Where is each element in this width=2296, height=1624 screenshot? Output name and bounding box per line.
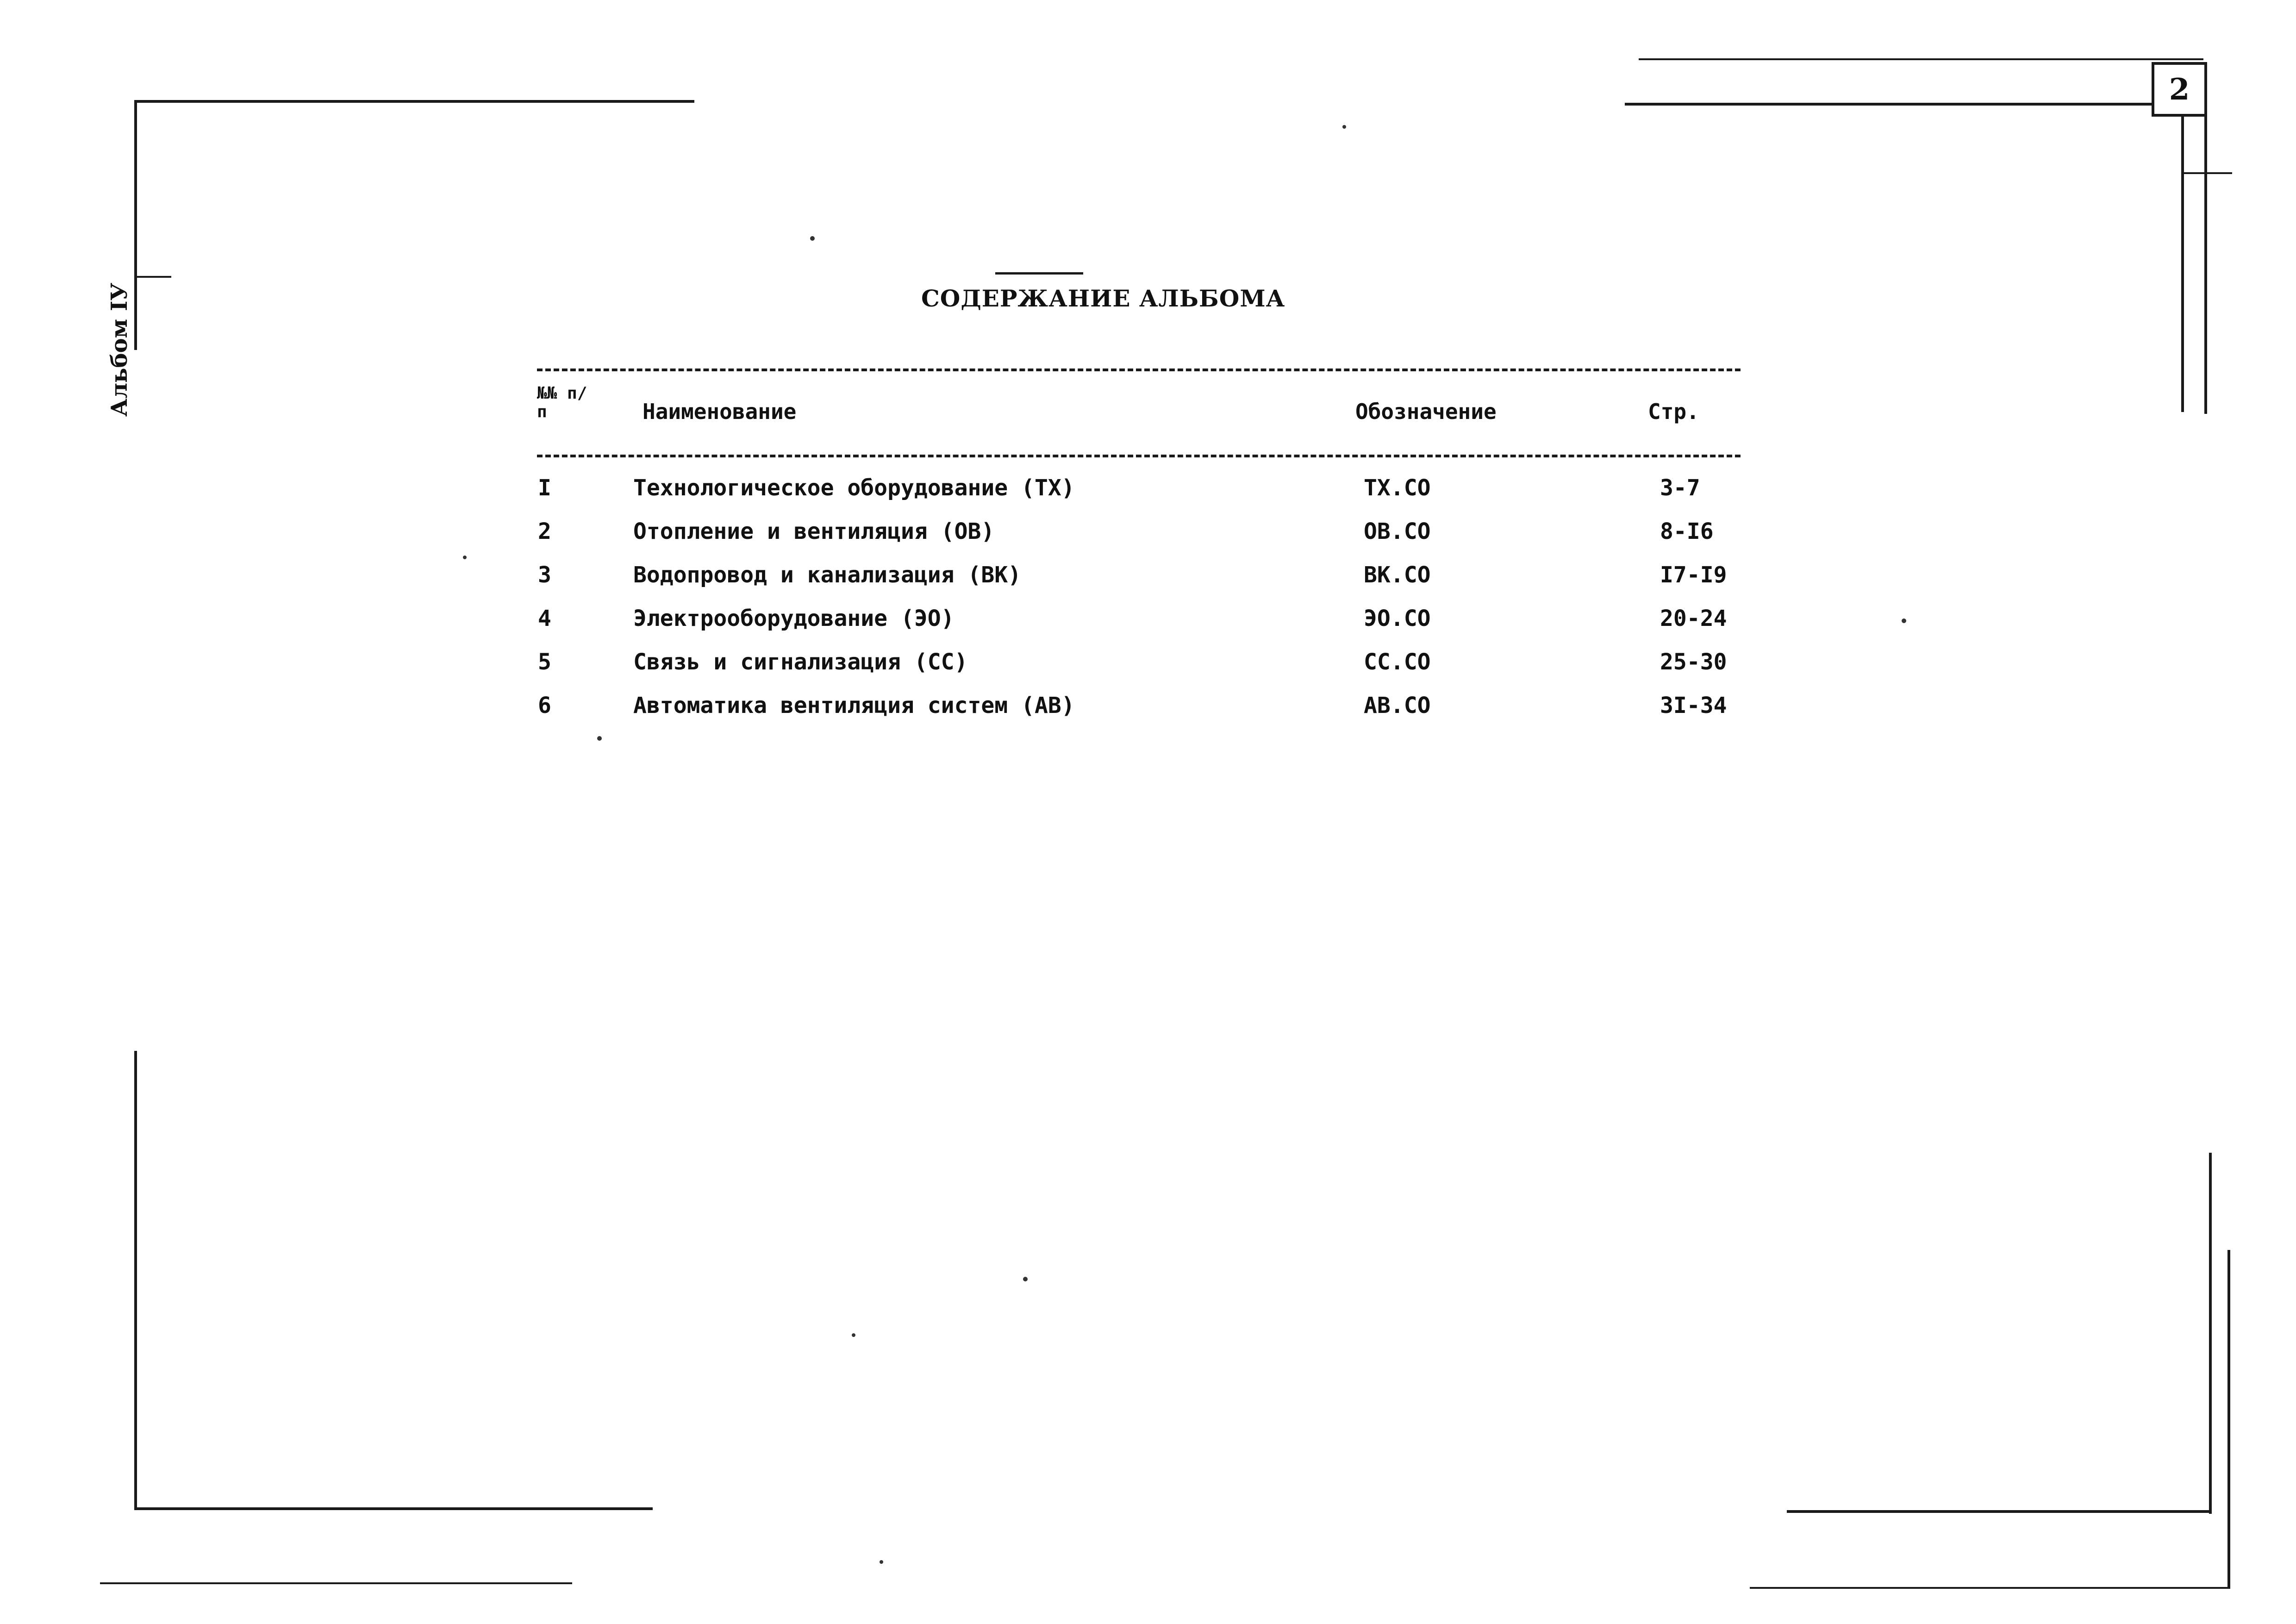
frame-bottom-right-outer-line xyxy=(1750,1587,2230,1589)
row-num: 6 xyxy=(538,693,551,718)
table-row xyxy=(0,606,2296,647)
row-name: Электрооборудование (ЭО) xyxy=(633,606,955,631)
frame-left-line-upper xyxy=(134,100,137,350)
row-num: 5 xyxy=(538,649,551,675)
frame-bottom-right-line xyxy=(1787,1510,2212,1513)
frame-right-inner-line xyxy=(2181,116,2184,412)
scan-speck xyxy=(852,1333,855,1337)
table-top-rule xyxy=(537,369,1741,371)
page-number: 2 xyxy=(2152,62,2207,117)
row-code: ЭО.СО xyxy=(1364,606,1431,631)
frame-top-right-line-upper xyxy=(1639,58,2203,60)
scan-speck xyxy=(463,556,467,559)
table-row xyxy=(0,693,2296,734)
title-overline xyxy=(995,272,1083,275)
frame-top-left-line xyxy=(134,100,694,103)
header-name: Наименование xyxy=(643,399,797,424)
scan-speck xyxy=(810,236,815,241)
row-name: Водопровод и канализация (ВК) xyxy=(633,562,1022,588)
row-name: Связь и сигнализация (СС) xyxy=(633,649,968,675)
table-row xyxy=(0,475,2296,517)
row-code: СС.СО xyxy=(1364,649,1431,675)
header-code: Обозначение xyxy=(1355,399,1497,424)
row-name: Технологическое оборудование (ТХ) xyxy=(633,475,1075,501)
table-header-rule xyxy=(537,455,1741,457)
row-page: 3I-34 xyxy=(1660,693,1727,718)
album-label: Альбом IУ xyxy=(106,282,132,417)
frame-bottom-left-outer-line xyxy=(100,1582,572,1584)
row-page: 8-I6 xyxy=(1660,518,1714,544)
scan-speck xyxy=(1342,125,1346,129)
table-row xyxy=(0,649,2296,691)
row-page: 20-24 xyxy=(1660,606,1727,631)
row-name: Автоматика вентиляция систем (АВ) xyxy=(633,693,1075,718)
scan-speck xyxy=(880,1560,883,1564)
frame-right-tick xyxy=(2181,172,2232,174)
row-num: 4 xyxy=(538,606,551,631)
row-name: Отопление и вентиляция (ОВ) xyxy=(633,518,995,544)
table-row xyxy=(0,562,2296,604)
row-code: АВ.СО xyxy=(1364,693,1431,718)
row-page: 3-7 xyxy=(1660,475,1700,501)
page-title: СОДЕРЖАНИЕ АЛЬБОМА xyxy=(921,285,1285,312)
row-num: 3 xyxy=(538,562,551,588)
row-page: 25-30 xyxy=(1660,649,1727,675)
frame-left-tick xyxy=(134,276,171,278)
row-code: ВК.СО xyxy=(1364,562,1431,588)
row-code: ОВ.СО xyxy=(1364,518,1431,544)
row-code: ТХ.СО xyxy=(1364,475,1431,501)
scan-speck xyxy=(1023,1277,1028,1281)
header-num: №№ п/п xyxy=(537,384,587,421)
row-page: I7-I9 xyxy=(1660,562,1727,588)
frame-left-line-lower xyxy=(134,1051,137,1509)
table-row xyxy=(0,518,2296,560)
scan-speck xyxy=(597,736,602,741)
row-num: I xyxy=(538,475,551,501)
scan-speck xyxy=(1902,618,1906,623)
header-page: Стр. xyxy=(1648,399,1699,424)
frame-right-line-lower xyxy=(2209,1153,2212,1514)
frame-top-right-line xyxy=(1625,103,2152,106)
row-num: 2 xyxy=(538,518,551,544)
frame-right-outer-line-lower xyxy=(2227,1250,2230,1588)
frame-bottom-left-line xyxy=(134,1507,653,1510)
